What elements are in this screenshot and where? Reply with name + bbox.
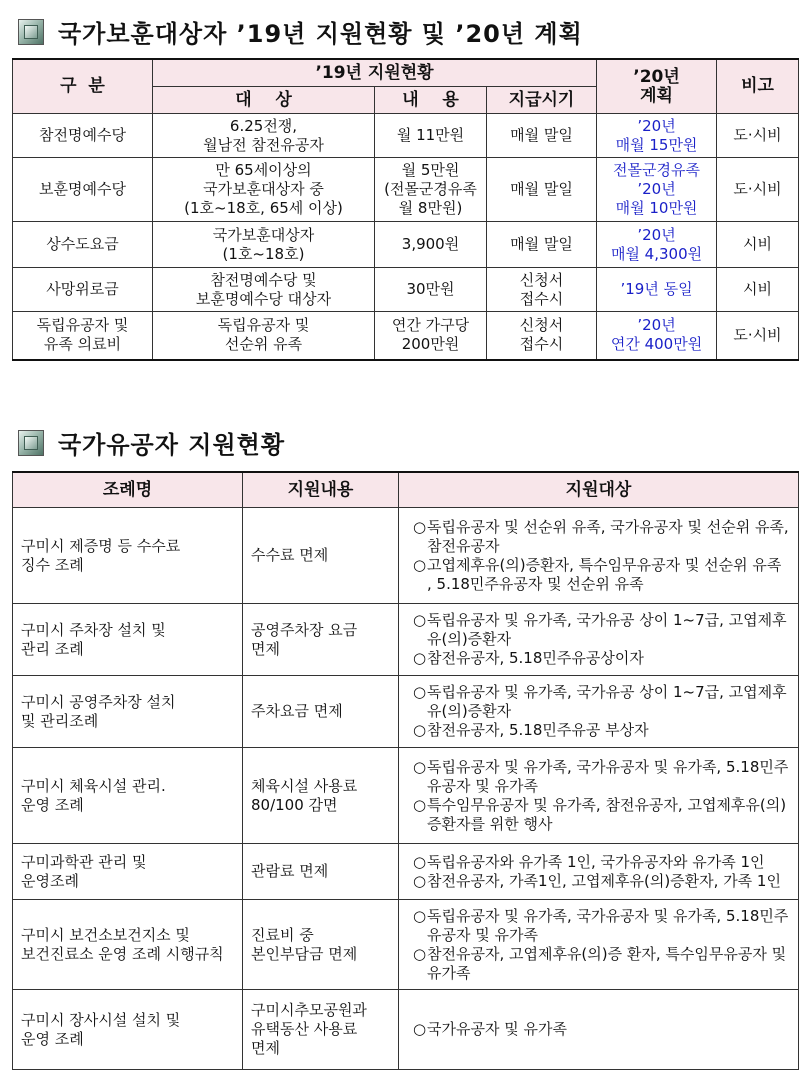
cell-support-content: 공영주차장 요금 면제 <box>243 604 399 676</box>
cell-target: 만 65세이상의 국가보훈대상자 중 (1호~18호, 65세 이상) <box>153 158 375 222</box>
bullet-marker: ○ <box>413 721 427 739</box>
target-text: 참전유공자, 5.18민주유공상이자 <box>427 649 644 667</box>
section1-title: 국가보훈대상자 ’19년 지원현황 및 ’20년 계획 <box>58 20 583 48</box>
cell-support-target <box>399 844 799 900</box>
bullet-marker: ○ <box>413 944 427 963</box>
header-remarks: 비고 <box>717 59 799 114</box>
cell-remarks: 시비 <box>717 222 799 268</box>
target-list-item <box>407 945 790 983</box>
target-list-item <box>407 611 790 649</box>
cell-plan: ’20년 연간 400만원 <box>597 312 717 360</box>
cell-category: 사망위로금 <box>13 268 153 312</box>
table-row <box>13 844 799 900</box>
cell-ordinance: 구미시 보건소보건지소 및 보건진료소 운영 조례 시행규칙 <box>13 900 243 990</box>
target-text: 참전유공자, 5.18민주유공 부상자 <box>427 721 649 739</box>
header-ordinance: 조례명 <box>13 472 243 508</box>
bullet-marker: ○ <box>413 517 427 536</box>
header-plan-2020: ’20년 계획 <box>597 59 717 114</box>
cell-remarks: 도·시비 <box>717 114 799 158</box>
cell-plan: ’20년 매월 4,300원 <box>597 222 717 268</box>
cell-support-content: 수수료 면제 <box>243 508 399 604</box>
cell-content: 연간 가구당 200만원 <box>375 312 487 360</box>
header-target: 대 상 <box>153 87 375 114</box>
target-list-item <box>407 518 790 556</box>
veterans-support-table <box>12 58 799 361</box>
section1-header <box>18 14 583 49</box>
cell-content: 3,900원 <box>375 222 487 268</box>
cell-content: 월 5만원 (전몰군경유족 월 8만원) <box>375 158 487 222</box>
bullet-marker: ○ <box>413 1020 427 1038</box>
target-text: 국가유공자 및 유가족 <box>427 1020 567 1038</box>
cell-ordinance: 구미시 제증명 등 수수료 징수 조례 <box>13 508 243 604</box>
cell-timing: 신청서 접수시 <box>487 312 597 360</box>
table-row <box>13 990 799 1070</box>
target-list-item <box>407 556 790 594</box>
bullet-marker: ○ <box>413 795 427 814</box>
bullet-marker: ○ <box>413 871 427 890</box>
cell-target: 독립유공자 및 선순위 유족 <box>153 312 375 360</box>
target-text: 독립유공자 및 유가족, 국가유공자 및 유가족, 5.18민주유공자 및 유가족 <box>427 757 789 795</box>
cell-support-target <box>399 676 799 748</box>
target-text: 참전유공자, 고엽제후유(의)증 환자, 특수임무유공자 및 유가족 <box>427 944 787 982</box>
cell-target: 참전명예수당 및 보훈명예수당 대상자 <box>153 268 375 312</box>
target-list-item <box>407 1020 790 1039</box>
cell-category: 참전명예수당 <box>13 114 153 158</box>
cell-support-content: 주차요금 면제 <box>243 676 399 748</box>
cell-ordinance: 구미시 주차장 설치 및 관리 조례 <box>13 604 243 676</box>
cell-timing: 매월 말일 <box>487 114 597 158</box>
table-row <box>13 748 799 844</box>
target-list-item <box>407 649 790 668</box>
cell-timing: 매월 말일 <box>487 222 597 268</box>
header-support-content: 지원내용 <box>243 472 399 508</box>
cell-ordinance: 구미시 공영주차장 설치 및 관리조례 <box>13 676 243 748</box>
header-support-target: 지원대상 <box>399 472 799 508</box>
table-row <box>13 604 799 676</box>
target-text: 독립유공자 및 선순위 유족, 국가유공자 및 선순위 유족, 참전유공자 <box>427 517 789 555</box>
cell-category: 상수도요금 <box>13 222 153 268</box>
target-text: 참전유공자, 가족1인, 고엽제후유(의)증환자, 가족 1인 <box>427 871 781 890</box>
table-row <box>13 222 799 268</box>
target-text: 독립유공자 및 유가족, 국가유공 상이 1~7급, 고엽제후유(의)증환자 <box>427 683 787 720</box>
target-text: 독립유공자 및 유가족, 국가유공자 및 유가족, 5.18민주유공자 및 유가족 <box>427 906 789 944</box>
cell-support-content: 진료비 중 본인부담금 면제 <box>243 900 399 990</box>
bullet-marker: ○ <box>413 906 427 925</box>
target-text: 독립유공자와 유가족 1인, 국가유공자와 유가족 1인 <box>427 852 765 871</box>
cell-support-content: 구미시추모공원과 유택동산 사용료 면제 <box>243 990 399 1070</box>
cell-plan: 전몰군경유족 ’20년 매월 10만원 <box>597 158 717 222</box>
bullet-marker: ○ <box>413 852 427 871</box>
header-category: 구 분 <box>13 59 153 114</box>
cell-remarks: 시비 <box>717 268 799 312</box>
cell-remarks: 도·시비 <box>717 312 799 360</box>
cell-category: 독립유공자 및 유족 의료비 <box>13 312 153 360</box>
cell-support-target <box>399 990 799 1070</box>
cell-category: 보훈명예수당 <box>13 158 153 222</box>
cell-support-target <box>399 900 799 990</box>
target-text: 독립유공자 및 유가족, 국가유공 상이 1~7급, 고엽제후유(의)증환자 <box>427 611 787 648</box>
header-support-2019: ’19년 지원현황 <box>153 59 597 87</box>
target-list-item <box>407 907 790 945</box>
cell-support-content: 관람료 면제 <box>243 844 399 900</box>
bullet-marker: ○ <box>413 649 427 667</box>
section2-title: 국가유공자 지원현황 <box>58 431 286 459</box>
table-row <box>13 508 799 604</box>
cell-timing: 신청서 접수시 <box>487 268 597 312</box>
table-row <box>13 114 799 158</box>
target-list-item <box>407 758 790 796</box>
table-row <box>13 158 799 222</box>
cell-ordinance: 구미과학관 관리 및 운영조례 <box>13 844 243 900</box>
cell-remarks: 도·시비 <box>717 158 799 222</box>
cell-ordinance: 구미시 체육시설 관리. 운영 조례 <box>13 748 243 844</box>
cell-target: 6.25전쟁, 월남전 참전유공자 <box>153 114 375 158</box>
cell-timing: 매월 말일 <box>487 158 597 222</box>
bullet-marker: ○ <box>413 757 427 776</box>
header-content: 내 용 <box>375 87 487 114</box>
section2-header <box>18 425 285 460</box>
header-timing: 지급시기 <box>487 87 597 114</box>
bullet-marker: ○ <box>413 555 427 574</box>
target-list-item <box>407 796 790 834</box>
cell-ordinance: 구미시 장사시설 설치 및 운영 조례 <box>13 990 243 1070</box>
cell-plan: ’20년 매월 15만원 <box>597 114 717 158</box>
cell-support-content: 체육시설 사용료 80/100 감면 <box>243 748 399 844</box>
square-bullet-icon <box>18 430 44 456</box>
cell-support-target <box>399 508 799 604</box>
table-row <box>13 676 799 748</box>
cell-plan: ’19년 동일 <box>597 268 717 312</box>
bullet-marker: ○ <box>413 611 427 629</box>
target-list-item <box>407 721 790 740</box>
cell-content: 30만원 <box>375 268 487 312</box>
table-row <box>13 312 799 360</box>
cell-support-target <box>399 604 799 676</box>
bullet-marker: ○ <box>413 683 427 701</box>
table-row <box>13 268 799 312</box>
merit-support-table <box>12 471 799 1070</box>
target-list-item <box>407 683 790 721</box>
target-text: 고엽제후유(의)증환자, 특수임무유공자 및 선순위 유족 , 5.18민주유공자 및 선순위 유족 <box>427 555 782 593</box>
table-row <box>13 900 799 990</box>
target-text: 특수임무유공자 및 유가족, 참전유공자, 고엽제후유(의)증환자를 위한 행사 <box>427 795 787 833</box>
cell-content: 월 11만원 <box>375 114 487 158</box>
cell-support-target <box>399 748 799 844</box>
target-list-item <box>407 872 790 891</box>
cell-target: 국가보훈대상자 (1호~18호) <box>153 222 375 268</box>
square-bullet-icon <box>18 19 44 45</box>
target-list-item <box>407 853 790 872</box>
